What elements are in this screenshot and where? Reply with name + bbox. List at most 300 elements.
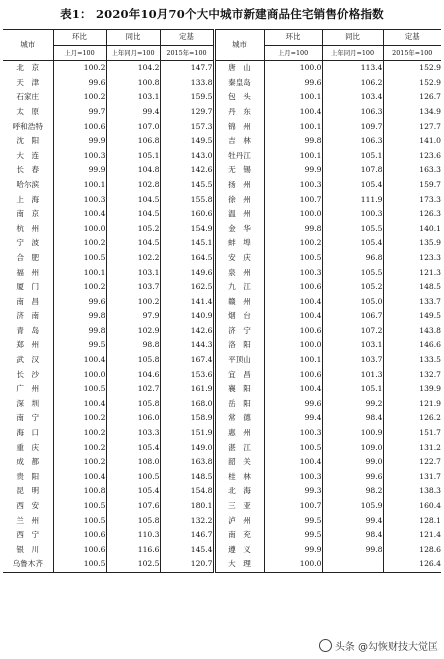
right-base-cell: 128.6 bbox=[383, 543, 441, 558]
table-row bbox=[3, 470, 441, 485]
left-city-cell: 广 州 bbox=[16, 384, 40, 394]
left-mom-cell: 100.5 bbox=[53, 251, 106, 266]
right-mom-cell: 99.3 bbox=[264, 484, 322, 499]
right-city-cell: 平顶山 bbox=[214, 353, 264, 368]
right-yoy-cell: 105.1 bbox=[322, 149, 383, 164]
left-base-cell: 141.4 bbox=[160, 295, 214, 310]
left-base-cell: 153.6 bbox=[160, 368, 214, 383]
left-mom-cell: 100.3 bbox=[53, 149, 106, 164]
right-base-cell: 133.5 bbox=[383, 353, 441, 368]
left-yoy-cell: 105.8 bbox=[106, 514, 160, 529]
header-base-right: 定基 bbox=[383, 30, 441, 46]
left-yoy-cell: 106.8 bbox=[106, 134, 160, 149]
right-city-cell: 锦 州 bbox=[214, 120, 264, 135]
left-city-cell: 沈 阳 bbox=[16, 136, 40, 146]
left-city-cell: 呼和浩特 bbox=[12, 121, 43, 131]
left-yoy-cell: 105.4 bbox=[106, 484, 160, 499]
right-mom-cell: 100.3 bbox=[264, 426, 322, 441]
left-mom-cell: 100.1 bbox=[53, 266, 106, 281]
right-yoy-cell: 105.1 bbox=[322, 382, 383, 397]
right-base-cell: 151.7 bbox=[383, 426, 441, 441]
right-yoy-cell: 99.6 bbox=[322, 470, 383, 485]
table-row bbox=[3, 178, 441, 193]
table-row bbox=[3, 295, 441, 310]
right-city-cell: 牡丹江 bbox=[214, 149, 264, 164]
table-row bbox=[3, 120, 441, 135]
left-base-cell: 151.9 bbox=[160, 426, 214, 441]
left-city-cell: 南 昌 bbox=[16, 296, 40, 306]
header-yoy-left: 同比 bbox=[106, 30, 160, 46]
right-base-cell: 160.4 bbox=[383, 499, 441, 514]
header-base-left: 定基 bbox=[160, 30, 214, 46]
right-yoy-cell: 113.4 bbox=[322, 61, 383, 76]
left-base-cell: 160.6 bbox=[160, 207, 214, 222]
right-base-cell: 152.9 bbox=[383, 76, 441, 91]
left-base-cell: 148.5 bbox=[160, 470, 214, 485]
right-mom-cell: 99.8 bbox=[264, 222, 322, 237]
right-city-cell: 金 华 bbox=[214, 222, 264, 237]
right-base-cell: 163.3 bbox=[383, 163, 441, 178]
right-yoy-cell: 111.9 bbox=[322, 193, 383, 208]
right-base-cell: 121.3 bbox=[383, 266, 441, 281]
left-base-cell: 164.5 bbox=[160, 251, 214, 266]
left-city-cell: 哈尔滨 bbox=[16, 179, 40, 189]
right-city-cell: 岳 阳 bbox=[214, 397, 264, 412]
left-mom-cell: 100.4 bbox=[53, 470, 106, 485]
right-base-cell: 121.4 bbox=[383, 528, 441, 543]
right-mom-cell: 100.1 bbox=[264, 90, 322, 105]
left-city-cell: 上 海 bbox=[16, 194, 40, 204]
left-base-cell: 155.8 bbox=[160, 193, 214, 208]
table-row bbox=[3, 105, 441, 120]
left-city-cell: 合 肥 bbox=[16, 252, 40, 262]
table-row bbox=[3, 207, 441, 222]
left-city-cell: 昆 明 bbox=[16, 486, 40, 496]
left-city-cell: 太 原 bbox=[16, 106, 40, 116]
left-yoy-cell: 106.0 bbox=[106, 411, 160, 426]
left-yoy-cell: 102.5 bbox=[106, 557, 160, 572]
left-mom-cell: 99.8 bbox=[53, 324, 106, 339]
right-base-cell: 139.9 bbox=[383, 382, 441, 397]
right-base-cell: 133.7 bbox=[383, 295, 441, 310]
left-city-cell: 成 都 bbox=[16, 457, 40, 467]
right-yoy-cell: 98.4 bbox=[322, 411, 383, 426]
right-mom-cell: 100.5 bbox=[264, 441, 322, 456]
right-yoy-cell: 105.4 bbox=[322, 178, 383, 193]
left-mom-cell: 100.2 bbox=[53, 411, 106, 426]
table-row bbox=[3, 90, 441, 105]
left-base-cell: 154.8 bbox=[160, 484, 214, 499]
right-city-cell: 秦皇岛 bbox=[214, 76, 264, 91]
table-row bbox=[3, 134, 441, 149]
right-city-cell: 宜 昌 bbox=[214, 368, 264, 383]
right-base-cell: 123.6 bbox=[383, 149, 441, 164]
right-yoy-cell: 103.4 bbox=[322, 90, 383, 105]
left-base-cell: 142.6 bbox=[160, 324, 214, 339]
right-yoy-cell: 106.2 bbox=[322, 76, 383, 91]
right-base-cell: 159.7 bbox=[383, 178, 441, 193]
left-city-cell: 青 岛 bbox=[16, 325, 40, 335]
right-base-cell: 131.7 bbox=[383, 470, 441, 485]
right-mom-cell: 100.1 bbox=[264, 149, 322, 164]
left-mom-cell: 100.3 bbox=[53, 193, 106, 208]
right-base-cell: 135.9 bbox=[383, 236, 441, 251]
table-row bbox=[3, 455, 441, 470]
left-city-cell: 海 口 bbox=[16, 428, 40, 438]
table-row bbox=[3, 163, 441, 178]
left-yoy-cell: 102.2 bbox=[106, 251, 160, 266]
right-yoy-cell: 99.0 bbox=[322, 455, 383, 470]
table-body bbox=[3, 61, 441, 573]
right-yoy-cell: 103.1 bbox=[322, 338, 383, 353]
right-yoy-cell: 107.8 bbox=[322, 163, 383, 178]
left-yoy-cell: 105.8 bbox=[106, 397, 160, 412]
right-yoy-cell: 105.5 bbox=[322, 266, 383, 281]
toutiao-icon bbox=[319, 639, 332, 652]
left-city-cell: 石家庄 bbox=[16, 92, 40, 102]
left-city-cell: 济 南 bbox=[16, 311, 40, 321]
left-city-cell: 重 庆 bbox=[16, 442, 40, 452]
left-base-cell: 132.2 bbox=[160, 514, 214, 529]
right-yoy-cell: 98.2 bbox=[322, 484, 383, 499]
right-base-cell: 146.6 bbox=[383, 338, 441, 353]
right-yoy-cell: 103.7 bbox=[322, 353, 383, 368]
right-mom-cell: 100.7 bbox=[264, 499, 322, 514]
header-yoy-right: 同比 bbox=[322, 30, 383, 46]
left-city-cell: 郑 州 bbox=[16, 340, 40, 350]
left-city-cell: 南 宁 bbox=[16, 413, 40, 423]
left-mom-cell: 100.2 bbox=[53, 455, 106, 470]
right-base-cell: 148.5 bbox=[383, 280, 441, 295]
left-mom-cell: 100.6 bbox=[53, 528, 106, 543]
right-yoy-cell: 107.2 bbox=[322, 324, 383, 339]
left-city-cell: 长 春 bbox=[16, 165, 40, 175]
left-yoy-cell: 100.5 bbox=[106, 470, 160, 485]
left-mom-cell: 100.4 bbox=[53, 207, 106, 222]
right-base-cell: 140.1 bbox=[383, 222, 441, 237]
right-mom-cell: 99.8 bbox=[264, 134, 322, 149]
subheader-yoy-left: 上年同月=100 bbox=[106, 45, 160, 61]
right-mom-cell: 99.6 bbox=[264, 397, 322, 412]
left-mom-cell: 100.0 bbox=[53, 222, 106, 237]
left-yoy-cell: 116.6 bbox=[106, 543, 160, 558]
right-base-cell: 134.9 bbox=[383, 105, 441, 120]
left-yoy-cell: 99.4 bbox=[106, 105, 160, 120]
left-yoy-cell: 104.2 bbox=[106, 61, 160, 76]
left-city-cell: 深 圳 bbox=[16, 398, 40, 408]
left-base-cell: 146.7 bbox=[160, 528, 214, 543]
left-city-cell: 杭 州 bbox=[16, 223, 40, 233]
left-mom-cell: 100.8 bbox=[53, 484, 106, 499]
left-base-cell: 167.4 bbox=[160, 353, 214, 368]
header-city-right: 城市 bbox=[214, 30, 264, 61]
right-city-cell: 常 德 bbox=[214, 411, 264, 426]
left-mom-cell: 99.7 bbox=[53, 105, 106, 120]
table-row bbox=[3, 368, 441, 383]
table-row bbox=[3, 61, 441, 76]
right-city-cell: 无 锡 bbox=[214, 163, 264, 178]
left-base-cell: 161.9 bbox=[160, 382, 214, 397]
left-base-cell: 157.3 bbox=[160, 120, 214, 135]
right-yoy-cell: 99.2 bbox=[322, 397, 383, 412]
right-yoy-cell: 99.8 bbox=[322, 543, 383, 558]
left-yoy-cell: 105.8 bbox=[106, 353, 160, 368]
right-mom-cell: 100.4 bbox=[264, 295, 322, 310]
right-mom-cell: 100.0 bbox=[264, 207, 322, 222]
left-mom-cell: 100.0 bbox=[53, 368, 106, 383]
left-yoy-cell: 103.1 bbox=[106, 90, 160, 105]
right-mom-cell: 100.4 bbox=[264, 105, 322, 120]
right-mom-cell: 99.9 bbox=[264, 163, 322, 178]
right-mom-cell: 100.1 bbox=[264, 353, 322, 368]
left-mom-cell: 99.9 bbox=[53, 134, 106, 149]
right-base-cell: 128.1 bbox=[383, 514, 441, 529]
right-base-cell: 121.9 bbox=[383, 397, 441, 412]
table-row bbox=[3, 382, 441, 397]
subheader-mom-right: 上月=100 bbox=[264, 45, 322, 61]
right-city-cell: 桂 林 bbox=[214, 470, 264, 485]
right-city-cell: 唐 山 bbox=[214, 61, 264, 76]
table-row bbox=[3, 149, 441, 164]
left-base-cell: 142.6 bbox=[160, 163, 214, 178]
subheader-base-right: 2015年=100 bbox=[383, 45, 441, 61]
right-base-cell: 126.4 bbox=[383, 557, 441, 572]
right-city-cell: 遵 义 bbox=[214, 543, 264, 558]
right-mom-cell: 99.6 bbox=[264, 76, 322, 91]
right-base-cell: 126.3 bbox=[383, 207, 441, 222]
right-city-cell: 南 充 bbox=[214, 528, 264, 543]
left-mom-cell: 100.5 bbox=[53, 499, 106, 514]
left-base-cell: 180.1 bbox=[160, 499, 214, 514]
left-city-cell: 西 安 bbox=[16, 501, 40, 510]
right-yoy-cell bbox=[322, 557, 383, 572]
left-mom-cell: 100.2 bbox=[53, 61, 106, 76]
right-mom-cell: 100.5 bbox=[264, 251, 322, 266]
right-base-cell: 126.7 bbox=[383, 90, 441, 105]
left-mom-cell: 99.6 bbox=[53, 295, 106, 310]
left-base-cell: 149.6 bbox=[160, 266, 214, 281]
table-row bbox=[3, 528, 441, 543]
left-yoy-cell: 104.5 bbox=[106, 193, 160, 208]
left-base-cell: 145.5 bbox=[160, 178, 214, 193]
left-yoy-cell: 100.2 bbox=[106, 295, 160, 310]
right-mom-cell: 99.4 bbox=[264, 411, 322, 426]
header-row bbox=[3, 30, 441, 46]
right-mom-cell: 100.0 bbox=[264, 557, 322, 572]
right-yoy-cell: 109.7 bbox=[322, 120, 383, 135]
left-city-cell: 福 州 bbox=[16, 267, 40, 277]
right-mom-cell: 100.3 bbox=[264, 470, 322, 485]
watermark bbox=[317, 638, 440, 653]
table-row bbox=[3, 557, 441, 572]
table-row bbox=[3, 514, 441, 529]
right-yoy-cell: 101.3 bbox=[322, 368, 383, 383]
table-row bbox=[3, 193, 441, 208]
right-base-cell: 149.5 bbox=[383, 309, 441, 324]
right-yoy-cell: 98.4 bbox=[322, 528, 383, 543]
left-city-cell: 银 川 bbox=[16, 544, 40, 554]
left-yoy-cell: 107.0 bbox=[106, 120, 160, 135]
left-base-cell: 144.3 bbox=[160, 338, 214, 353]
right-city-cell: 大 理 bbox=[214, 557, 264, 572]
right-mom-cell: 100.4 bbox=[264, 455, 322, 470]
left-city-cell: 宁 波 bbox=[16, 238, 40, 248]
left-city-cell: 天 津 bbox=[16, 77, 40, 87]
right-base-cell: 173.3 bbox=[383, 193, 441, 208]
right-mom-cell: 100.3 bbox=[264, 178, 322, 193]
right-base-cell: 127.7 bbox=[383, 120, 441, 135]
right-mom-cell: 100.4 bbox=[264, 382, 322, 397]
table-row bbox=[3, 280, 441, 295]
left-base-cell: 140.9 bbox=[160, 309, 214, 324]
right-city-cell: 赣 州 bbox=[214, 295, 264, 310]
table-row bbox=[3, 338, 441, 353]
right-mom-cell: 100.0 bbox=[264, 61, 322, 76]
left-city-cell: 北 京 bbox=[16, 63, 40, 73]
left-base-cell: 145.4 bbox=[160, 543, 214, 558]
right-mom-cell: 100.6 bbox=[264, 368, 322, 383]
left-base-cell: 163.8 bbox=[160, 455, 214, 470]
right-mom-cell: 100.2 bbox=[264, 236, 322, 251]
right-city-cell: 扬 州 bbox=[214, 178, 264, 193]
right-mom-cell: 99.9 bbox=[264, 543, 322, 558]
table-row bbox=[3, 426, 441, 441]
left-yoy-cell: 104.8 bbox=[106, 163, 160, 178]
header-city-left: 城市 bbox=[3, 30, 53, 61]
left-mom-cell: 100.6 bbox=[53, 120, 106, 135]
right-city-cell: 蚌 埠 bbox=[214, 236, 264, 251]
header-mom-left: 环比 bbox=[53, 30, 106, 46]
right-base-cell: 141.0 bbox=[383, 134, 441, 149]
left-city-cell: 贵 阳 bbox=[16, 471, 40, 481]
subheader-base-left: 2015年=100 bbox=[160, 45, 214, 61]
right-mom-cell: 100.3 bbox=[264, 266, 322, 281]
left-mom-cell: 99.5 bbox=[53, 338, 106, 353]
table-row bbox=[3, 543, 441, 558]
right-yoy-cell: 105.9 bbox=[322, 499, 383, 514]
right-city-cell: 徐 州 bbox=[214, 193, 264, 208]
table-row bbox=[3, 324, 441, 339]
right-base-cell: 138.3 bbox=[383, 484, 441, 499]
left-city-cell: 大 连 bbox=[16, 150, 40, 160]
left-yoy-cell: 100.8 bbox=[106, 76, 160, 91]
right-city-cell: 包 头 bbox=[214, 90, 264, 105]
right-yoy-cell: 105.2 bbox=[322, 280, 383, 295]
right-mom-cell: 100.6 bbox=[264, 280, 322, 295]
table-title: 表1： 2020年10月70个大中城市新建商品住宅销售价格指数 bbox=[60, 7, 384, 21]
left-yoy-cell: 103.1 bbox=[106, 266, 160, 281]
left-yoy-cell: 102.8 bbox=[106, 178, 160, 193]
right-yoy-cell: 106.3 bbox=[322, 134, 383, 149]
left-city-cell: 西 宁 bbox=[16, 530, 40, 540]
right-yoy-cell: 96.8 bbox=[322, 251, 383, 266]
right-city-cell: 北 海 bbox=[214, 484, 264, 499]
left-mom-cell: 100.2 bbox=[53, 426, 106, 441]
right-city-cell: 烟 台 bbox=[214, 309, 264, 324]
right-mom-cell: 99.5 bbox=[264, 528, 322, 543]
left-base-cell: 143.0 bbox=[160, 149, 214, 164]
left-city-cell: 厦 门 bbox=[16, 282, 40, 292]
left-mom-cell: 99.8 bbox=[53, 309, 106, 324]
price-index-table bbox=[3, 29, 441, 573]
left-city-cell: 兰 州 bbox=[16, 515, 40, 525]
left-city-cell: 乌鲁木齐 bbox=[3, 557, 53, 572]
subheader-mom-left: 上月=100 bbox=[53, 45, 106, 61]
right-city-cell: 韶 关 bbox=[214, 455, 264, 470]
left-city-cell: 长 沙 bbox=[16, 369, 40, 379]
table-row bbox=[3, 484, 441, 499]
right-base-cell: 152.9 bbox=[383, 61, 441, 76]
subheader-yoy-right: 上年同月=100 bbox=[322, 45, 383, 61]
left-yoy-cell: 102.9 bbox=[106, 324, 160, 339]
right-city-cell: 丹 东 bbox=[214, 105, 264, 120]
left-yoy-cell: 104.6 bbox=[106, 368, 160, 383]
right-city-cell: 安 庆 bbox=[214, 251, 264, 266]
right-city-cell: 吉 林 bbox=[214, 134, 264, 149]
left-mom-cell: 100.5 bbox=[53, 514, 106, 529]
left-yoy-cell: 102.7 bbox=[106, 382, 160, 397]
table-row bbox=[3, 222, 441, 237]
left-yoy-cell: 103.7 bbox=[106, 280, 160, 295]
left-yoy-cell: 105.4 bbox=[106, 441, 160, 456]
left-city-cell: 南 京 bbox=[16, 209, 40, 219]
left-yoy-cell: 105.1 bbox=[106, 149, 160, 164]
right-yoy-cell: 99.4 bbox=[322, 514, 383, 529]
left-base-cell: 145.1 bbox=[160, 236, 214, 251]
right-city-cell: 湛 江 bbox=[214, 441, 264, 456]
left-yoy-cell: 105.2 bbox=[106, 222, 160, 237]
right-mom-cell: 100.4 bbox=[264, 309, 322, 324]
table-row bbox=[3, 266, 441, 281]
right-city-cell: 洛 阳 bbox=[214, 338, 264, 353]
right-mom-cell: 100.6 bbox=[264, 324, 322, 339]
left-mom-cell: 100.5 bbox=[53, 382, 106, 397]
table-row bbox=[3, 309, 441, 324]
right-city-cell: 泉 州 bbox=[214, 266, 264, 281]
right-yoy-cell: 109.0 bbox=[322, 441, 383, 456]
header-mom-right: 环比 bbox=[264, 30, 322, 46]
left-mom-cell: 100.4 bbox=[53, 397, 106, 412]
table-row bbox=[3, 236, 441, 251]
table-row bbox=[3, 499, 441, 514]
left-base-cell: 149.5 bbox=[160, 134, 214, 149]
left-yoy-cell: 103.3 bbox=[106, 426, 160, 441]
left-mom-cell: 100.2 bbox=[53, 441, 106, 456]
right-yoy-cell: 105.5 bbox=[322, 222, 383, 237]
left-yoy-cell: 104.5 bbox=[106, 236, 160, 251]
right-mom-cell: 100.1 bbox=[264, 120, 322, 135]
right-city-cell: 济 宁 bbox=[214, 324, 264, 339]
left-base-cell: 154.9 bbox=[160, 222, 214, 237]
table-row bbox=[3, 397, 441, 412]
left-mom-cell: 100.4 bbox=[53, 353, 106, 368]
left-yoy-cell: 107.6 bbox=[106, 499, 160, 514]
left-mom-cell: 100.2 bbox=[53, 236, 106, 251]
right-mom-cell: 99.5 bbox=[264, 514, 322, 529]
right-base-cell: 131.2 bbox=[383, 441, 441, 456]
table-row bbox=[3, 441, 441, 456]
left-base-cell: 158.9 bbox=[160, 411, 214, 426]
right-city-cell: 温 州 bbox=[214, 207, 264, 222]
left-mom-cell: 99.9 bbox=[53, 163, 106, 178]
left-mom-cell: 100.2 bbox=[53, 90, 106, 105]
table-row bbox=[3, 411, 441, 426]
right-city-cell: 惠 州 bbox=[214, 426, 264, 441]
left-yoy-cell: 110.3 bbox=[106, 528, 160, 543]
left-yoy-cell: 98.8 bbox=[106, 338, 160, 353]
right-city-cell: 襄 阳 bbox=[214, 382, 264, 397]
left-mom-cell: 99.6 bbox=[53, 76, 106, 91]
